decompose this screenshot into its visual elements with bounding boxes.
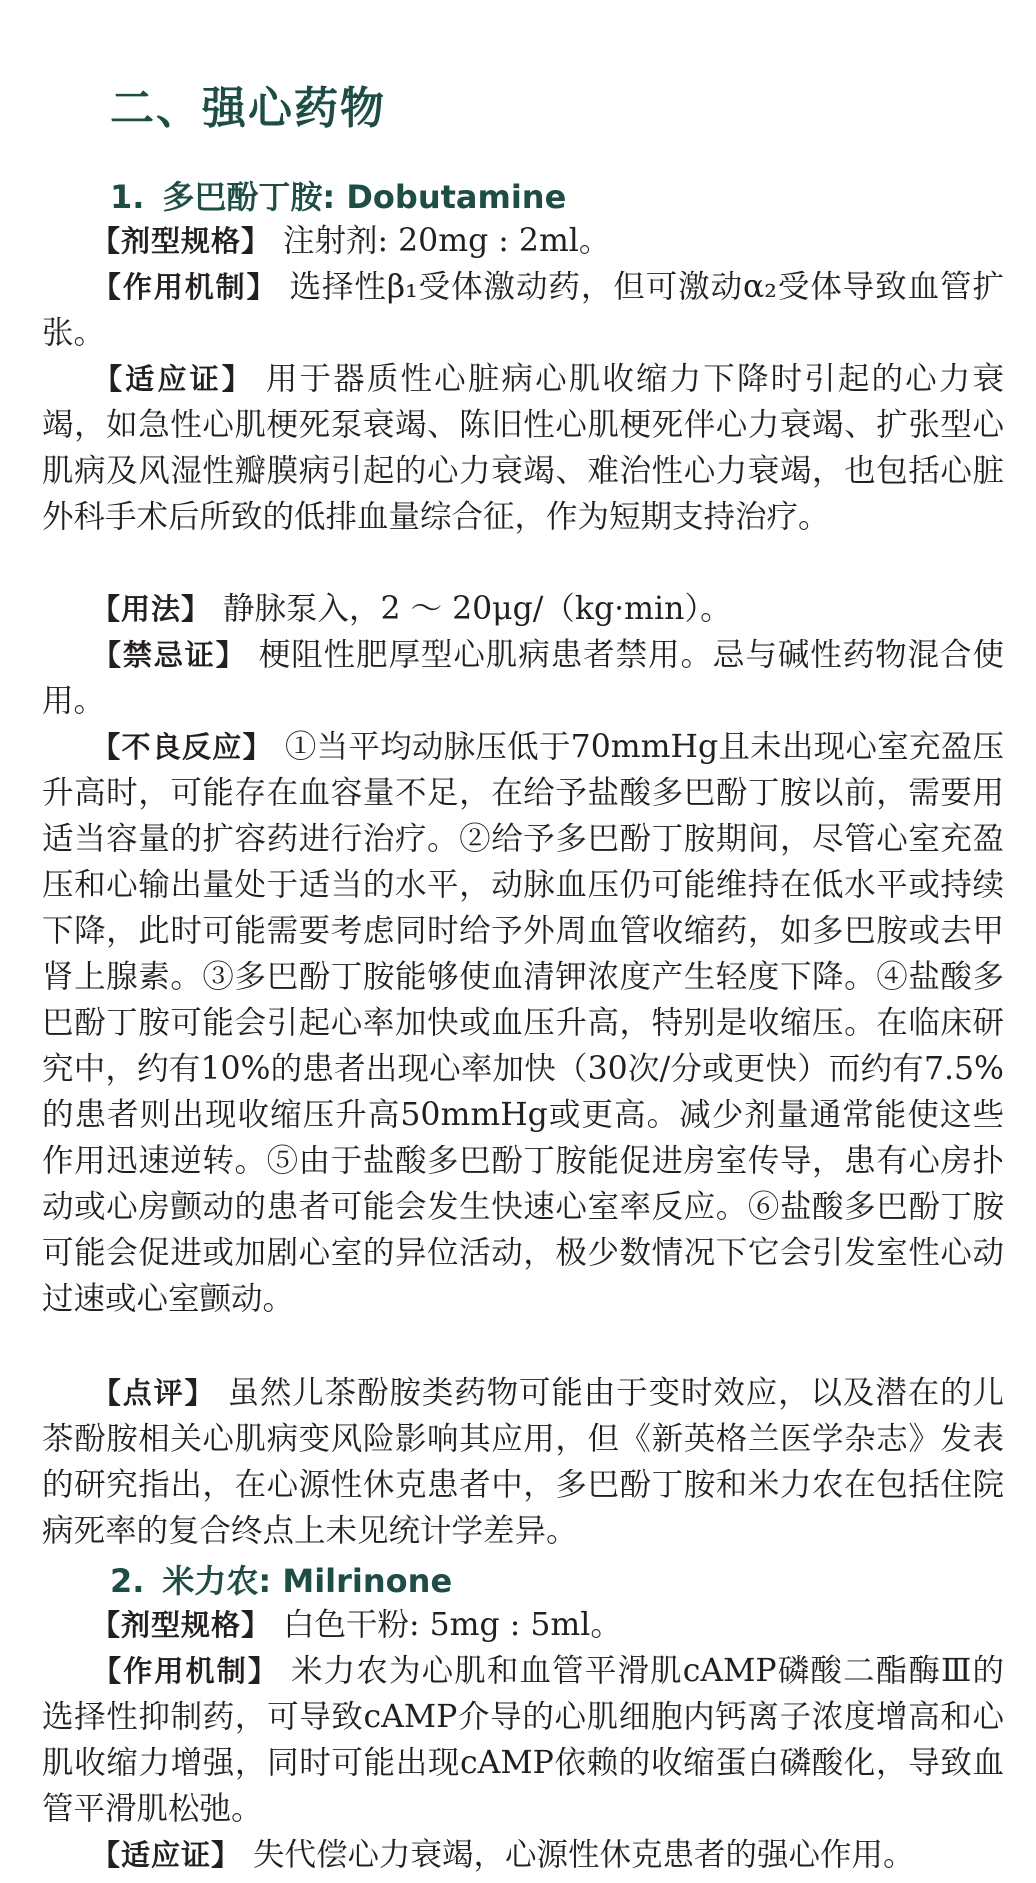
drug-heading-name: 米力农: Milrinone	[162, 1562, 453, 1600]
item-tag: 【适应证】	[91, 1838, 242, 1872]
dobutamine-contraindication	[42, 632, 1004, 724]
drug-heading-number: 2.	[110, 1562, 145, 1600]
item-text: 梗阻性肥厚型心肌病患者禁用。忌与碱性药物混合使用。	[42, 637, 1004, 719]
item-text: 虽然儿茶酚胺类药物可能由于变时效应，以及潜在的儿茶酚胺相关心肌病变风险影响其应用，但《新英格兰医学杂志》发表的研究指出，在心源性休克患者中，多巴酚丁胺和米力农在包括住院病死率的复合终点上未见统计学差异。	[42, 1375, 1004, 1549]
item-text: 静脉泵入，2 ～ 20μg/（kg·min）。	[223, 591, 732, 627]
item-text: 注射剂: 20mg : 2ml。	[283, 223, 611, 259]
item-tag: 【剂型规格】	[91, 1608, 272, 1642]
dobutamine-mechanism	[42, 264, 1004, 356]
milrinone-indication	[42, 1832, 1004, 1878]
item-tag: 【作用机制】	[91, 270, 278, 304]
item-tag: 【点评】	[91, 1376, 216, 1410]
drug-heading-milrinone	[110, 1556, 452, 1602]
item-tag: 【适应证】	[91, 362, 254, 396]
drug-heading-number: 1.	[110, 178, 145, 216]
section-title: 二、强心药物	[110, 83, 386, 134]
milrinone-formulation	[42, 1602, 1004, 1648]
dobutamine-indication	[42, 356, 1004, 540]
drug-heading-dobutamine	[110, 172, 566, 218]
item-tag: 【用法】	[91, 592, 212, 626]
dobutamine-usage	[42, 586, 1004, 632]
item-text: 用于器质性心脏病心肌收缩力下降时引起的心力衰竭，如急性心肌梗死泵衰竭、陈旧性心肌梗死伴心力衰竭、扩张型心肌病及风湿性瓣膜病引起的心力衰竭、难治性心力衰竭，也包括心脏外科手术后所致的低排血量综合征，作为短期支持治疗。	[42, 361, 1004, 535]
item-text: 米力农为心肌和血管平滑肌cAMP磷酸二酯酶Ⅲ的选择性抑制药，可导致cAMP介导的心肌细胞内钙离子浓度增高和心肌收缩力增强，同时可能出现cAMP依赖的收缩蛋白磷酸化，导致血管平滑肌松弛。	[42, 1653, 1004, 1827]
dobutamine-adverse-reactions	[42, 724, 1004, 1322]
item-text: ①当平均动脉压低于70mmHg且未出现心室充盈压升高时，可能存在血容量不足，在给予盐酸多巴酚丁胺以前，需要用适当容量的扩容药进行治疗。②给予多巴酚丁胺期间，尽管心室充盈压和心输出量处于适当的水平，动脉血压仍可能维持在低水平或持续下降，此时可能需要考虑同时给予外周血管收缩药，如多巴胺或去甲肾上腺素。③多巴酚丁胺能够使血清钾浓度产生轻度下降。④盐酸多巴酚丁胺可能会引起心率加快或血压升高，特别是收缩压。在临床研究中，约有10%的患者出现心率加快（30次/分或更快）而约有7.5%的患者则出现收缩压升高50mmHg或更高。减少剂量通常能使这些作用迅速逆转。⑤由于盐酸多巴酚丁胺能促进房室传导，患有心房扑动或心房颤动的患者可能会发生快速心室率反应。⑥盐酸多巴酚丁胺可能会促进或加剧心室的异位活动，极少数情况下它会引发室性心动过速或心室颤动。	[42, 729, 1004, 1317]
item-tag: 【禁忌证】	[91, 638, 247, 672]
item-text: 选择性β₁受体激动药，但可激动α₂受体导致血管扩张。	[42, 269, 1004, 351]
dobutamine-formulation	[42, 218, 1004, 264]
drug-heading-name: 多巴酚丁胺: Dobutamine	[162, 178, 567, 216]
item-tag: 【不良反应】	[91, 730, 273, 764]
item-tag: 【作用机制】	[91, 1654, 280, 1688]
milrinone-mechanism	[42, 1648, 1004, 1832]
dobutamine-comment	[42, 1370, 1004, 1554]
item-text: 白色干粉: 5mg : 5ml。	[283, 1607, 622, 1643]
item-tag: 【剂型规格】	[91, 224, 272, 258]
item-text: 失代偿心力衰竭，心源性休克患者的强心作用。	[253, 1837, 915, 1873]
